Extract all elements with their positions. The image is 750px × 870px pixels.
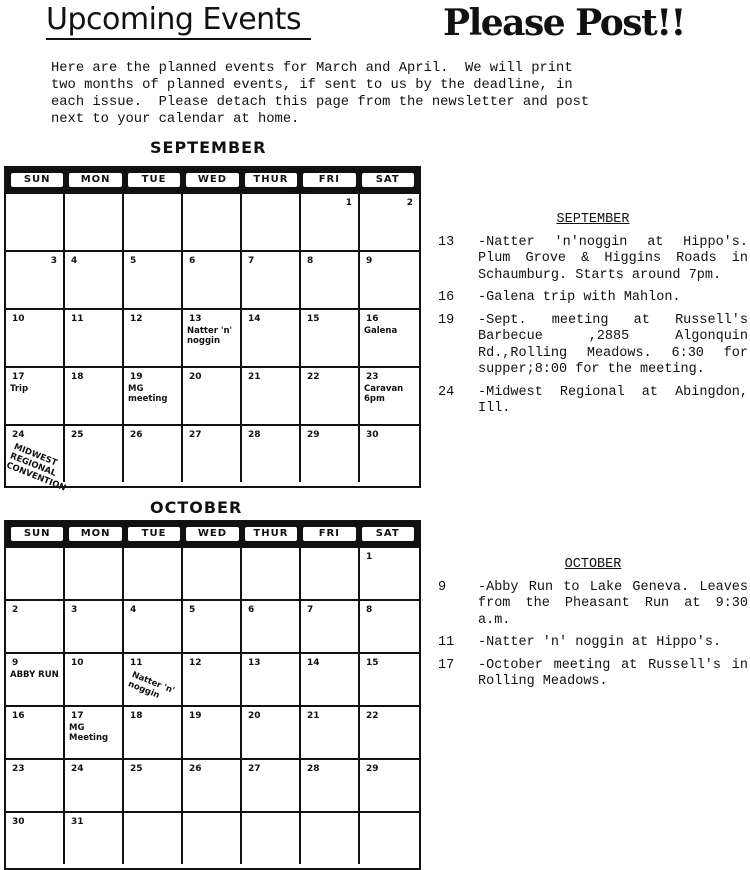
intro-paragraph: Here are the planned events for March and April. We will print two months of planned events, if sent to us by the deadline, in each issue. Please detach this page from the newsletter and post next to your calendar at home. — [51, 61, 590, 127]
weekday-label: WED — [186, 173, 238, 187]
september-events-heading: SEPTEMBER — [556, 212, 630, 227]
day-cell — [6, 758, 65, 811]
day-number: 11 — [130, 658, 143, 668]
day-number: 19 — [189, 711, 202, 721]
day-cell — [360, 811, 419, 864]
weekday-label: MON — [69, 173, 121, 187]
handwritten-note: Galena — [364, 326, 398, 336]
day-cell — [183, 811, 242, 864]
day-cell — [360, 652, 419, 705]
day-cell — [6, 250, 65, 308]
day-cell — [6, 546, 65, 599]
event-item — [438, 658, 748, 691]
event-date: 16 — [438, 290, 455, 305]
weekday-label: SAT — [362, 173, 414, 187]
event-date: 19 — [438, 312, 455, 328]
event-date: 17 — [438, 657, 455, 673]
event-date: 9 — [438, 579, 447, 595]
day-cell — [242, 192, 301, 250]
event-date: 13 — [438, 234, 455, 250]
weekday-label: THUR — [245, 173, 297, 187]
day-number: 27 — [248, 764, 261, 774]
day-number: 13 — [189, 314, 202, 324]
day-cell — [6, 811, 65, 864]
day-number: 20 — [189, 372, 202, 382]
day-cell — [301, 546, 360, 599]
day-cell — [360, 192, 419, 250]
event-text: -Natter 'n'noggin at Hippo's. Plum Grove & Higgins Roads in Schaumburg. Starts around 7pm. — [478, 234, 748, 283]
day-number: 20 — [248, 711, 261, 721]
day-cell — [124, 705, 183, 758]
day-number: 4 — [71, 256, 78, 266]
event-text: -Sept. meeting at Russell's Barbecue ,2885 Algonquin Rd.,Rolling Meadows. 6:30 for supper;8:00 for the meeting. — [478, 312, 748, 377]
day-cell — [360, 424, 419, 482]
day-cell — [360, 308, 419, 366]
weekday-label: SAT — [362, 527, 414, 541]
please-post-heading: Please Post!! — [443, 2, 685, 44]
day-number: 24 — [71, 764, 84, 774]
day-cell — [183, 192, 242, 250]
day-number: 29 — [366, 764, 379, 774]
day-number: 14 — [307, 658, 320, 668]
event-item — [438, 385, 748, 418]
day-cell — [242, 250, 301, 308]
day-cell — [301, 599, 360, 652]
event-text: -October meeting at Russell's in Rolling Meadows. — [478, 657, 748, 689]
day-number: 8 — [307, 256, 314, 266]
day-number: 2 — [12, 605, 19, 615]
day-cell — [242, 652, 301, 705]
day-cell — [301, 192, 360, 250]
day-cell — [360, 366, 419, 424]
day-number: 9 — [12, 658, 19, 668]
day-cell — [6, 705, 65, 758]
day-cell — [242, 599, 301, 652]
handwritten-note: Natter 'n' noggin — [187, 326, 233, 346]
event-item — [438, 635, 748, 652]
day-cell — [6, 652, 65, 705]
day-number: 7 — [307, 605, 314, 615]
day-cell — [301, 811, 360, 864]
day-cell — [124, 546, 183, 599]
day-cell — [124, 652, 183, 705]
day-cell — [65, 652, 124, 705]
day-cell — [124, 192, 183, 250]
day-cell — [124, 811, 183, 864]
day-number: 10 — [71, 658, 84, 668]
day-number: 16 — [366, 314, 379, 324]
event-item — [438, 313, 748, 379]
event-item — [438, 580, 748, 630]
day-number: 17 — [12, 372, 25, 382]
page-title: Upcoming Events — [46, 2, 301, 37]
day-cell — [65, 366, 124, 424]
weekday-label: TUE — [128, 527, 180, 541]
weekday-label: FRI — [303, 173, 355, 187]
day-cell — [242, 308, 301, 366]
day-number: 21 — [248, 372, 261, 382]
day-cell — [65, 546, 124, 599]
day-number: 3 — [71, 605, 78, 615]
day-cell — [183, 652, 242, 705]
day-cell — [124, 599, 183, 652]
day-cell — [242, 546, 301, 599]
handwritten-note: Trip — [10, 384, 29, 394]
day-number: 25 — [130, 764, 143, 774]
day-cell — [183, 599, 242, 652]
day-number: 13 — [248, 658, 261, 668]
event-text: -Abby Run to Lake Geneva. Leaves from the Pheasant Run at 9:30 a.m. — [478, 579, 748, 628]
day-cell — [65, 192, 124, 250]
day-number: 6 — [189, 256, 196, 266]
september-calendar-title: SEPTEMBER — [150, 138, 267, 157]
day-cell — [242, 758, 301, 811]
day-cell — [242, 424, 301, 482]
weekday-label: SUN — [11, 527, 63, 541]
handwritten-note: MIDWEST REGIONAL CONVENTION — [4, 442, 68, 494]
handwritten-note: Caravan 6pm — [364, 384, 404, 404]
event-item — [438, 290, 748, 307]
day-number: 4 — [130, 605, 137, 615]
october-events-list — [438, 557, 748, 691]
day-cell — [65, 424, 124, 482]
day-cell — [6, 192, 65, 250]
day-number: 23 — [366, 372, 379, 382]
day-cell — [183, 250, 242, 308]
weekday-label: THUR — [245, 527, 297, 541]
event-text: -Galena trip with Mahlon. — [478, 290, 681, 305]
day-number: 29 — [307, 430, 320, 440]
day-number: 26 — [189, 764, 202, 774]
handwritten-note: Natter 'n' noggin — [126, 670, 176, 701]
day-cell — [360, 705, 419, 758]
day-cell — [124, 424, 183, 482]
day-number: 22 — [307, 372, 320, 382]
weekday-header — [6, 522, 419, 546]
day-cell — [6, 366, 65, 424]
event-date: 24 — [438, 384, 455, 400]
day-cell — [124, 758, 183, 811]
handwritten-note: MG meeting — [128, 384, 168, 404]
day-cell — [360, 546, 419, 599]
day-number: 3 — [50, 256, 57, 266]
day-cell — [360, 758, 419, 811]
day-number: 27 — [189, 430, 202, 440]
day-number: 14 — [248, 314, 261, 324]
day-number: 22 — [366, 711, 379, 721]
event-date: 11 — [438, 635, 455, 650]
day-cell — [65, 811, 124, 864]
day-number: 5 — [130, 256, 137, 266]
day-number: 15 — [366, 658, 379, 668]
day-number: 2 — [406, 198, 413, 208]
day-number: 19 — [130, 372, 143, 382]
day-cell — [124, 250, 183, 308]
day-number: 12 — [130, 314, 143, 324]
day-number: 30 — [12, 817, 25, 827]
day-cell — [183, 366, 242, 424]
day-cell — [65, 599, 124, 652]
day-number: 8 — [366, 605, 373, 615]
day-number: 9 — [366, 256, 373, 266]
day-number: 18 — [130, 711, 143, 721]
day-cell — [183, 546, 242, 599]
day-number: 31 — [71, 817, 84, 827]
day-cell — [65, 308, 124, 366]
day-number: 5 — [189, 605, 196, 615]
weekday-label: WED — [186, 527, 238, 541]
day-number: 10 — [12, 314, 25, 324]
day-cell — [183, 424, 242, 482]
event-item — [438, 235, 748, 285]
event-text: -Midwest Regional at Abingdon, Ill. — [478, 384, 748, 416]
day-number: 7 — [248, 256, 255, 266]
day-number: 15 — [307, 314, 320, 324]
day-cell — [65, 758, 124, 811]
september-events-list — [438, 212, 748, 418]
day-number: 23 — [12, 764, 25, 774]
handwritten-note: MG Meeting — [69, 723, 109, 743]
day-number: 26 — [130, 430, 143, 440]
day-number: 1 — [366, 552, 373, 562]
day-cell — [124, 308, 183, 366]
weekday-label: SUN — [11, 173, 63, 187]
day-number: 21 — [307, 711, 320, 721]
day-number: 25 — [71, 430, 84, 440]
day-cell — [4, 424, 68, 494]
day-cell — [360, 599, 419, 652]
day-number: 30 — [366, 430, 379, 440]
day-cell — [183, 308, 242, 366]
weekday-label: TUE — [128, 173, 180, 187]
day-cell — [301, 705, 360, 758]
weekday-label: FRI — [303, 527, 355, 541]
day-number: 1 — [345, 198, 352, 208]
event-text: -Natter 'n' noggin at Hippo's. — [478, 635, 722, 650]
october-calendar-title: OCTOBER — [150, 498, 243, 517]
day-cell — [360, 250, 419, 308]
day-number: 17 — [71, 711, 84, 721]
day-number: 28 — [307, 764, 320, 774]
handwritten-note: ABBY RUN — [10, 670, 59, 680]
day-cell — [301, 424, 360, 482]
weekday-header — [6, 168, 419, 192]
day-cell — [6, 599, 65, 652]
day-cell — [301, 758, 360, 811]
weekday-label: MON — [69, 527, 121, 541]
day-cell — [242, 366, 301, 424]
day-number: 12 — [189, 658, 202, 668]
day-number: 18 — [71, 372, 84, 382]
day-cell — [301, 366, 360, 424]
day-cell — [183, 705, 242, 758]
day-cell — [242, 811, 301, 864]
day-cell — [242, 705, 301, 758]
day-cell — [124, 366, 183, 424]
day-cell — [301, 250, 360, 308]
day-cell — [65, 250, 124, 308]
day-number: 11 — [71, 314, 84, 324]
day-number: 28 — [248, 430, 261, 440]
day-number: 24 — [12, 430, 25, 440]
september-calendar — [4, 166, 421, 494]
october-events-heading: OCTOBER — [564, 557, 622, 572]
day-cell — [301, 308, 360, 366]
october-calendar — [4, 520, 421, 870]
day-cell — [183, 758, 242, 811]
day-number: 6 — [248, 605, 255, 615]
day-cell — [6, 308, 65, 366]
day-cell — [301, 652, 360, 705]
day-number: 16 — [12, 711, 25, 721]
day-cell — [65, 705, 124, 758]
